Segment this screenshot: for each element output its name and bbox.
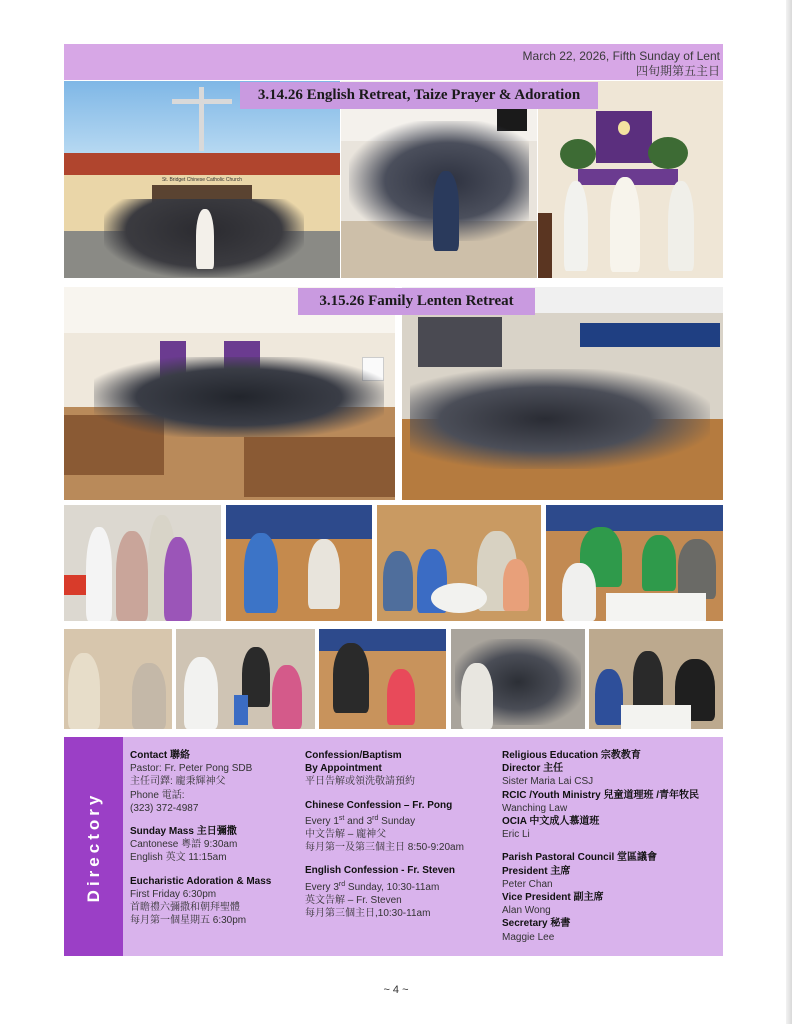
chinese-confession-line2: 中文告解 – 龐神父 <box>305 829 387 841</box>
chinese-confession-line3: 每月第一及第三個主日 8:50-9:20am <box>305 842 464 854</box>
phone-label: Phone 電話: <box>130 789 185 801</box>
page-edge <box>786 0 792 1024</box>
director-label: Director 主任 <box>502 763 564 775</box>
president-name: Peter Chan <box>502 878 553 890</box>
english-confession-line3: 每月第三個主日,10:30-11am <box>305 908 431 920</box>
english-confession-line1: Every 3rd Sunday, 10:30-11am <box>305 880 440 893</box>
sunday-mass-english: English 英文 11:15am <box>130 852 227 864</box>
adoration-line2: 首瞻禮六彌撒和朝拜聖體 <box>130 902 240 914</box>
header-date-zh: 四旬期第五主日 <box>635 64 720 78</box>
header-band <box>64 44 723 80</box>
photo-dining-3 <box>546 505 723 621</box>
photo-meal-3 <box>319 629 446 729</box>
church-sign: St. Bridget Chinese Catholic Church <box>161 177 243 183</box>
confession-heading: Confession/Baptism <box>305 750 402 761</box>
directory-tab <box>64 737 123 956</box>
sunday-mass-heading: Sunday Mass 主日彌撒 <box>130 826 237 838</box>
directory-tab-label: Directory <box>83 791 103 902</box>
pastor-name: Pastor: Fr. Peter Pong SDB <box>130 763 253 775</box>
rcic-label: RCIC /Youth Ministry 兒童道理班 /青年牧民 <box>502 789 700 801</box>
page-number: ~ 4 ~ <box>383 984 409 996</box>
confession-zh: 平日告解或領洗敬請預約 <box>305 776 415 788</box>
photo-adoration-altar <box>538 81 723 278</box>
photo-meal-4 <box>451 629 585 729</box>
confession-appointment: By Appointment <box>305 763 382 775</box>
vp-name: Alan Wong <box>502 905 551 917</box>
section2-title: 3.15.26 Family Lenten Retreat <box>298 288 535 315</box>
vp-label: Vice President 副主席 <box>502 892 604 904</box>
religious-ed-heading: Religious Education 宗教教育 <box>502 750 641 761</box>
secretary-name: Maggie Lee <box>502 931 555 943</box>
directory-column-ministries <box>502 749 722 944</box>
director-name: Sister Maria Lai CSJ <box>502 776 594 788</box>
photo-family-retreat-hall <box>402 287 723 500</box>
ocia-name: Eric Li <box>502 829 530 841</box>
council-heading: Parish Pastoral Council 堂區議會 <box>502 852 658 864</box>
phone-number[interactable]: (323) 372-4987 <box>130 802 199 814</box>
adoration-line1: First Friday 6:30pm <box>130 888 217 900</box>
photo-dining-2 <box>377 505 541 621</box>
english-confession-line2: 英文告解 – Fr. Steven <box>305 894 402 906</box>
adoration-line3: 每月第一個星期五 6:30pm <box>130 915 247 927</box>
photo-meal-1 <box>64 629 172 729</box>
photo-meal-5 <box>589 629 723 729</box>
section1-title: 3.14.26 English Retreat, Taize Prayer & Adoration <box>240 82 598 109</box>
english-confession-heading: English Confession - Fr. Steven <box>305 865 456 877</box>
contact-heading: Contact 聯絡 <box>130 750 190 761</box>
pastor-name-zh: 主任司鐸: 龐秉輝神父 <box>130 776 226 788</box>
header-date-en: March 22, 2026, Fifth Sunday of Lent <box>522 49 720 63</box>
photo-church-group <box>64 81 340 278</box>
chinese-confession-heading: Chinese Confession – Fr. Pong <box>305 799 453 811</box>
photo-family-group <box>64 505 221 621</box>
directory-column-contact <box>130 749 300 927</box>
adoration-heading: Eucharistic Adoration & Mass <box>130 875 272 887</box>
photo-meal-2 <box>176 629 315 729</box>
directory-box <box>64 737 723 956</box>
chinese-confession-line1: Every 1st and 3rd Sunday <box>305 814 416 827</box>
directory-column-confession <box>305 749 495 920</box>
sunday-mass-cantonese: Cantonese 粵語 9:30am <box>130 839 238 851</box>
photo-retreat-audience <box>341 81 537 278</box>
photo-dining-1 <box>226 505 372 621</box>
rcic-name: Wanching Law <box>502 802 568 814</box>
ocia-label: OCIA 中文成人慕道班 <box>502 816 600 828</box>
secretary-label: Secretary 秘書 <box>502 918 571 930</box>
photo-family-retreat-chapel <box>64 287 395 500</box>
president-label: President 主席 <box>502 865 571 877</box>
